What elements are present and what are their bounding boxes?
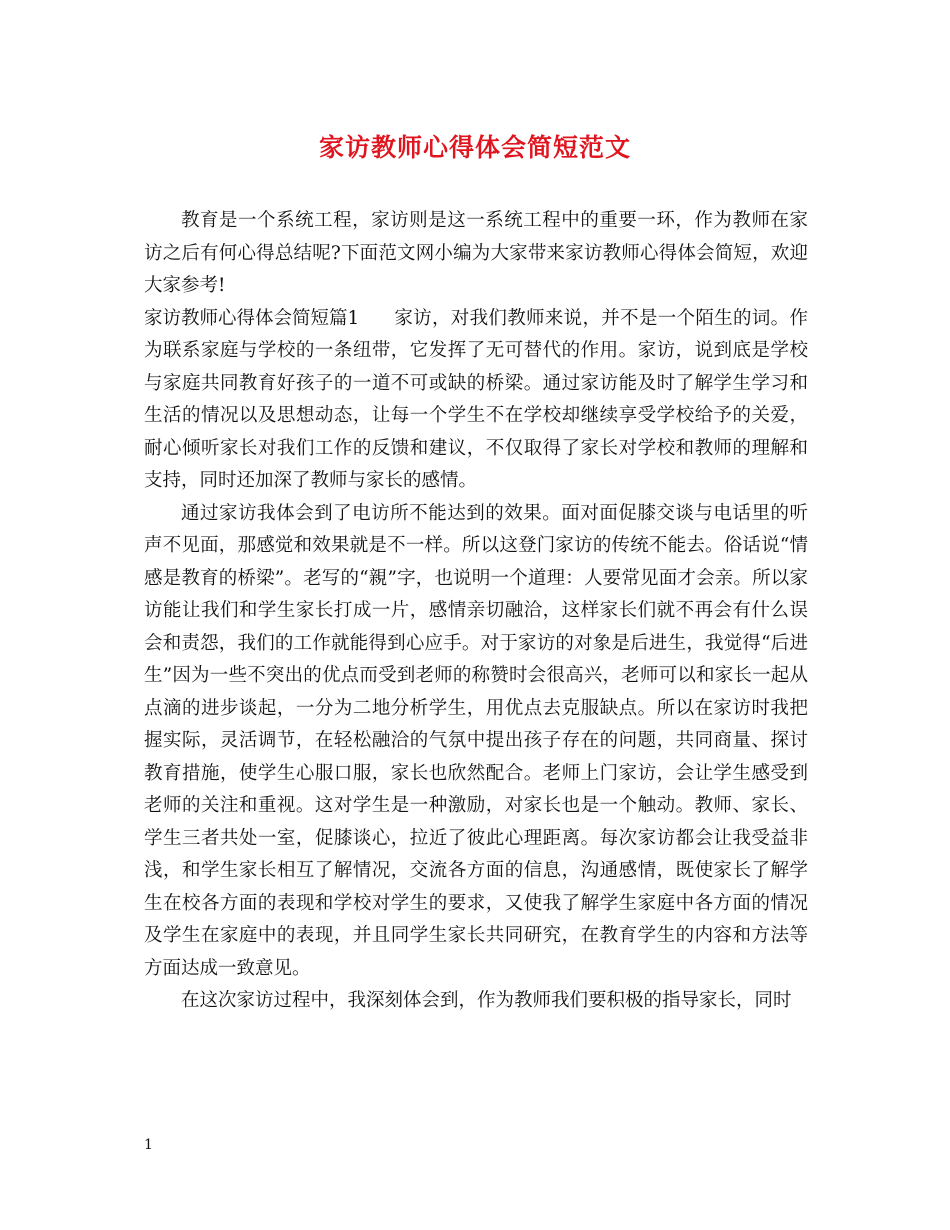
- paragraph-section-1: [144, 303, 808, 498]
- paragraph-continued: 在这次家访过程中，我深刻体会到，作为教师我们要积极的指导家长，同时: [181, 990, 792, 1011]
- document-body: [144, 205, 808, 1018]
- paragraph-intro: 教育是一个系统工程，家访则是这一系统工程中的重要一环，作为教师在家访之后有何心得总结呢?下面范文网小编为大家带来家访教师心得体会简短，欢迎大家参考!: [144, 210, 808, 296]
- page-number: 1: [144, 1137, 153, 1153]
- section-heading: 家访教师心得体会简短篇1: [144, 307, 360, 329]
- paragraph-body: 通过家访我体会到了电访所不能达到的效果。面对面促膝交谈与电话里的听声不见面，那感觉和效果就是不一样。所以这登门家访的传统不能去。俗话说“情感是教育的桥梁”。老写的“親”字，也说明一个道理：人要常见面才会亲。所以家访能让我们和学生家长打成一片，感情亲切融洽，这样家长们就不再会有什么误会和责怨，我们的工作就能得到心应手。对于家访的对象是后进生，我觉得“后进生”因为一些不突出的优点而受到老师的称赞时会很高兴，老师可以和家长一起从点滴的进步谈起，一分为二地分析学生，用优点去克服缺点。所以在家访时我把握实际，灵活调节，在轻松融洽的气氛中提出孩子存在的问题，共同商量、探讨教育措施，使学生心服口服，家长也欣然配合。老师上门家访，会让学生感受到老师的关注和重视。这对学生是一种激励，对家长也是一个触动。教师、家长、学生三者共处一室，促膝谈心，拉近了彼此心理距离。每次家访都会让我受益非浅，和学生家长相互了解情况，交流各方面的信息，沟通感情，既使家长了解学生在校各方面的表现和学校对学生的要求，又使我了解学生家庭中各方面的情况及学生在家庭中的表现，并且同学生家长共同研究，在教育学生的内容和方法等方面达成一致意见。: [144, 502, 808, 979]
- section-text: 家访，对我们教师来说，并不是一个陌生的词。作为联系家庭与学校的一条纽带，它发挥了无可替代的作用。家访，说到底是学校与家庭共同教育好孩子的一道不可或缺的桥梁。通过家访能及时了解学生学习和生活的情况以及思想动态，让每一个学生不在学校却继续享受学校给予的关爱，耐心倾听家长对我们工作的反馈和建议，不仅取得了家长对学校和教师的理解和支持，同时还加深了教师与家长的感情。: [144, 307, 808, 491]
- document-title: 家访教师心得体会简短范文: [318, 133, 631, 162]
